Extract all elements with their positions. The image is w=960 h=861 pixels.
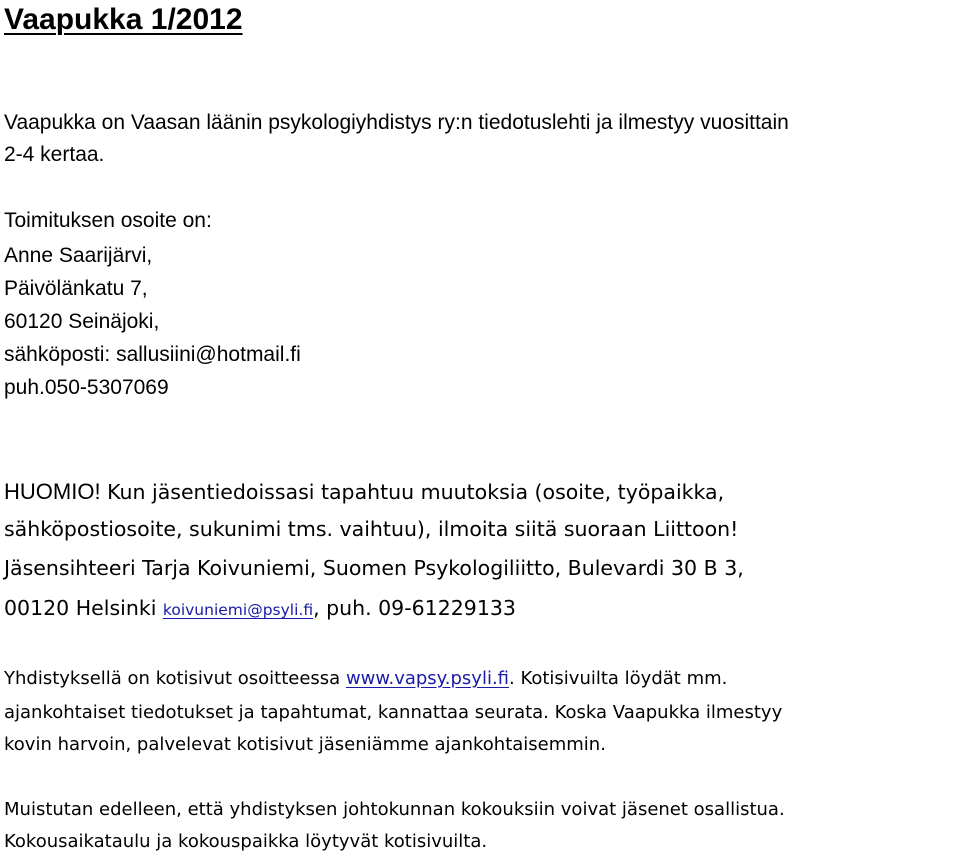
notice-line-4 [4, 590, 516, 628]
website-line-1-suffix: . Kotisivuilta löydät mm. [509, 668, 728, 689]
notice-line-2: sähköpostiosoite, sukunimi tms. vaihtuu), ilmoita siitä suoraan Liittoon! [4, 517, 739, 541]
notice-line-4-prefix: 00120 Helsinki [4, 596, 163, 620]
website-line-2: ajankohtaiset tiedotukset ja tapahtumat, kannattaa seurata. Koska Vaapukka ilmestyy [4, 702, 783, 723]
notice-line-1-text: Kun jäsentiedoissasi tapahtuu muutoksia (osoite, työpaikka, [100, 480, 725, 504]
notice-line-4-suffix: , puh. 09-61229133 [313, 596, 516, 620]
address-city: 60120 Seinäjoki, [4, 310, 160, 333]
reminder-line-2: Kokousaikataulu ja kokouspaikka löytyvät kotisivuilta. [4, 831, 488, 852]
website-link[interactable]: www.vapsy.psyli.fi [345, 668, 509, 689]
page-title: Vaapukka 1/2012 [4, 3, 243, 36]
address-email: sähköposti: sallusiini@hotmail.fi [4, 343, 301, 366]
website-line-3: kovin harvoin, palvelevat kotisivut jäseniämme ajankohtaisemmin. [4, 734, 606, 755]
website-line-1 [4, 663, 727, 695]
reminder-line-1: Muistutan edelleen, että yhdistyksen johtokunnan kokouksiin voivat jäsenet osallistua. [4, 799, 785, 820]
address-phone: puh.050-5307069 [4, 376, 169, 399]
intro-line-1: Vaapukka on Vaasan läänin psykologiyhdistys ry:n tiedotuslehti ja ilmestyy vuosittain [4, 111, 789, 134]
notice-huomio: HUOMIO! [4, 479, 101, 504]
membership-email-link[interactable]: koivuniemi@psyli.fi [162, 601, 314, 619]
notice-line-1 [4, 474, 724, 510]
intro-line-2: 2-4 kertaa. [4, 143, 105, 166]
website-line-1-prefix: Yhdistyksellä on kotisivut osoitteessa [4, 668, 346, 689]
address-name: Anne Saarijärvi, [4, 244, 153, 267]
address-heading: Toimituksen osoite on: [4, 209, 212, 232]
notice-line-3: Jäsensihteeri Tarja Koivuniemi, Suomen Psykologiliitto, Bulevardi 30 B 3, [4, 556, 744, 580]
address-street: Päivölänkatu 7, [4, 277, 148, 300]
